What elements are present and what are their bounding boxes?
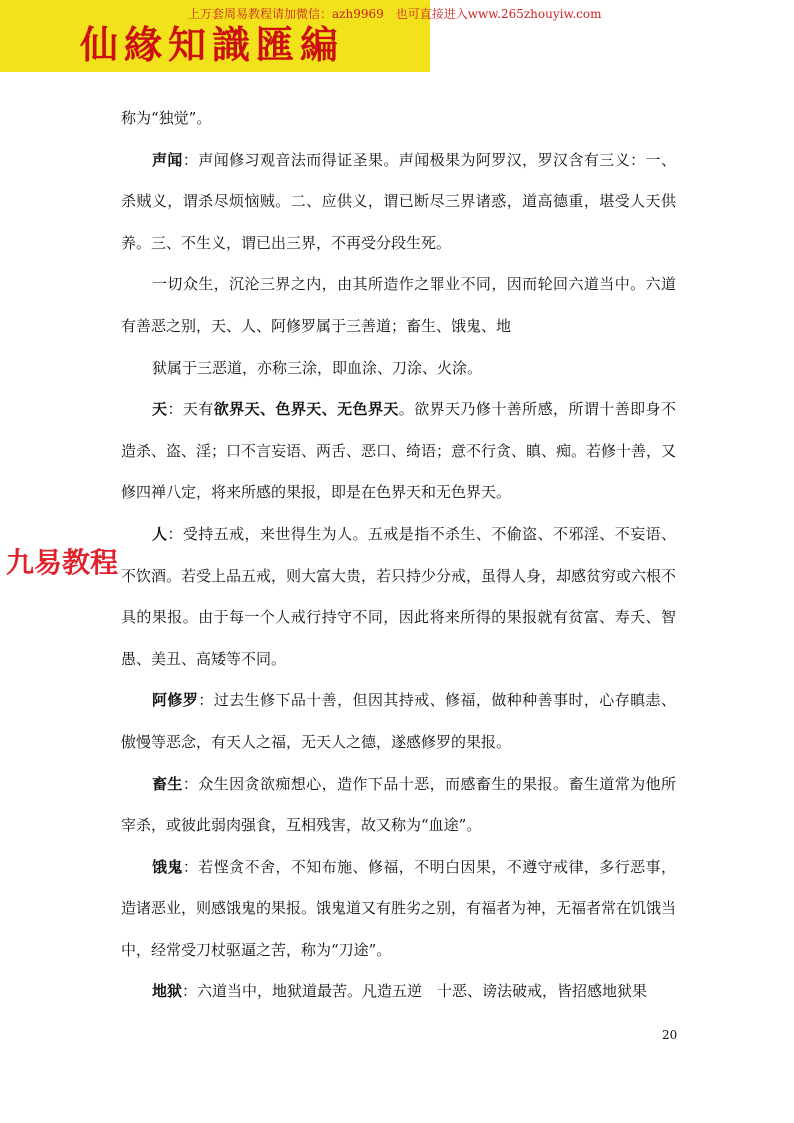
- paragraph: [121, 764, 676, 847]
- bold-term: 人: [152, 524, 168, 543]
- bold-term: 饿鬼: [152, 857, 183, 876]
- paragraph: [121, 264, 676, 347]
- bold-term: 欲界天、色界天、无色界天: [213, 400, 399, 419]
- paragraph-text: 称为“独觉”。: [121, 109, 212, 127]
- paragraph-text: ：过去生修下品十善，但因其持戒、修福，做种种善事时，心存瞋恚、傲慢等恶念，有天人之福，无天人之德，遂感修罗的果报。: [121, 691, 676, 751]
- paragraph-text: 。欲界天乃修十善所感，所谓十善即身不造杀、盗、淫；口不言妄语、两舌、恶口、绮语；意不行贪、瞋、痴。若修十善，又修四禅八定，将来所感的果报，即是在色界天和无色界天。: [121, 400, 677, 502]
- paragraph: [121, 847, 676, 972]
- paragraph: [121, 514, 676, 680]
- banner-title: 仙緣知識匯編: [80, 22, 345, 67]
- bold-term: 声闻: [152, 150, 183, 169]
- paragraph-text: ：六道当中，地狱道最苦。凡造五逆 十恶、谤法破戒，皆招感地狱果: [182, 982, 648, 1001]
- paragraph-text: 狱属于三恶道，亦称三涂，即血涂、刀涂、火涂。: [152, 358, 483, 377]
- bold-term: 地狱: [152, 982, 183, 1001]
- paragraph: [121, 389, 676, 514]
- document-body: [121, 98, 676, 1013]
- side-watermark: 九易教程: [6, 541, 118, 581]
- paragraph: [121, 98, 676, 140]
- paragraph-text: ：若悭贪不舍，不知布施、修福，不明白因果，不遵守戒律，多行恶事，造诸恶业，则感饿鬼的果报。饿鬼道又有胜劣之别，有福者为神，无福者常在饥饿当中，经常受刀杖驱逼之苦，称为“刀途”。: [121, 857, 677, 959]
- paragraph: [121, 348, 676, 390]
- paragraph-text: 一切众生，沉沦三界之内，由其所造作之罪业不同，因而轮回六道当中。六道有善恶之别，天、人、阿修罗属于三善道；畜生、饿鬼、地: [121, 275, 676, 335]
- header-watermark: 上万套周易教程请加微信：azh9969 也可直接进入www.265zhouyiw.com: [188, 7, 602, 21]
- paragraph-text: ：声闻修习观音法而得证圣果。声闻极果为阿罗汉，罗汉含有三义：一、杀贼义，谓杀尽烦恼贼。二、应供义，谓已断尽三界诸惑，道高德重，堪受人天供养。三、不生义，谓已出三界，不再受分段生死。: [121, 150, 676, 252]
- paragraph-text: ：受持五戒，来世得生为人。五戒是指不杀生、不偷盗、不邪淫、不妄语、不饮酒。若受上品五戒，则大富大贵，若只持少分戒，虽得人身，却感贫穷或六根不具的果报。由于每一个人戒行持守不同，因此将来所得的果报就有贫富、寿夭、智愚、美丑、高矮等不同。: [121, 524, 677, 668]
- paragraph-text: ：众生因贪欲痴想心，造作下品十恶，而感畜生的果报。畜生道常为他所宰杀，或彼此弱肉强食，互相残害，故又称为“血途”。: [121, 774, 676, 835]
- bold-term: 畜生: [152, 774, 183, 793]
- bold-term: 天: [152, 400, 168, 419]
- page-number: 20: [662, 1028, 678, 1042]
- paragraph: [121, 140, 676, 265]
- paragraph: [121, 680, 676, 763]
- paragraph: [121, 971, 676, 1013]
- bold-term: 阿修罗: [152, 691, 199, 710]
- paragraph-text: ：天有: [167, 400, 214, 419]
